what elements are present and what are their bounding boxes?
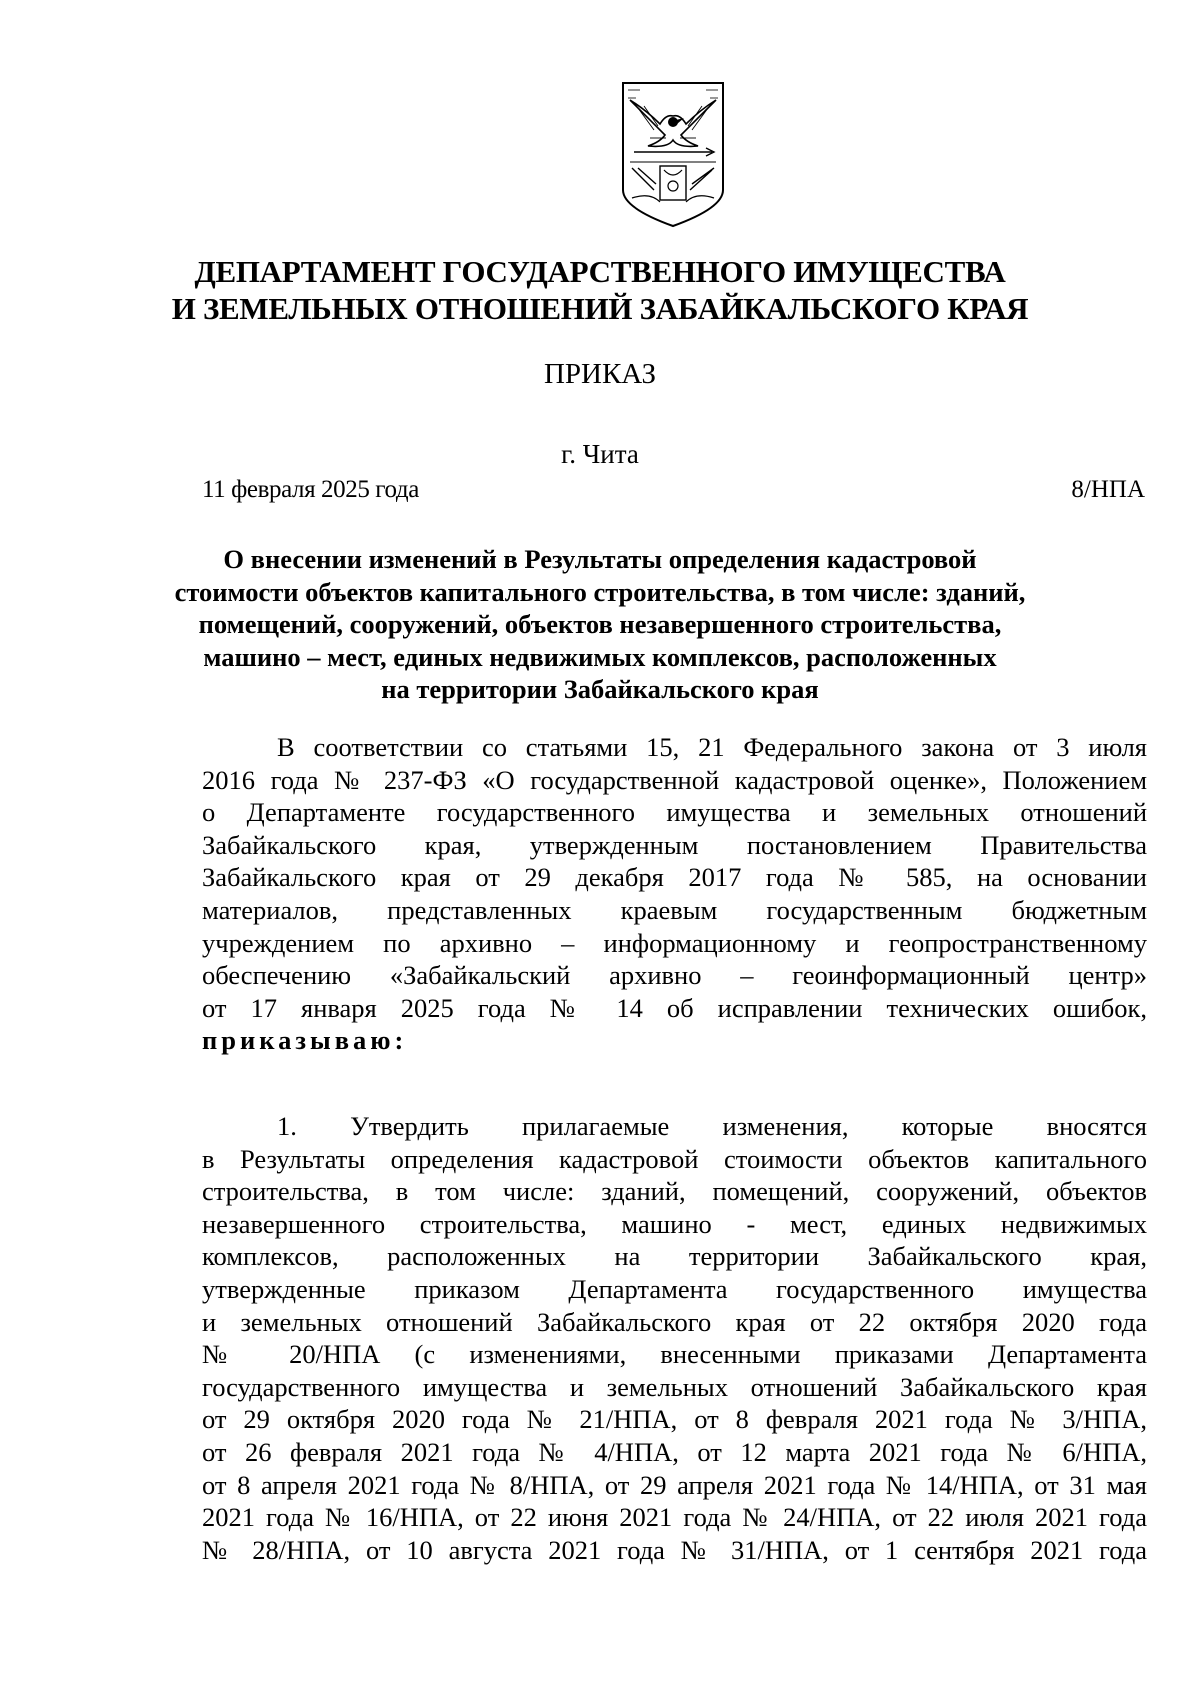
paragraph-line: утвержденные приказом Департамента государственного имущества bbox=[202, 1273, 1147, 1304]
paragraph-line: Забайкальского края, утвержденным постановлением Правительства bbox=[202, 829, 1147, 860]
subject-line: на территории Забайкальского края bbox=[381, 674, 819, 705]
document-date: 11 февраля 2025 года bbox=[202, 476, 419, 503]
department-title-line2: И ЗЕМЕЛЬНЫХ ОТНОШЕНИЙ ЗАБАЙКАЛЬСКОГО КРАЯ bbox=[171, 291, 1029, 326]
decree-word: приказываю: bbox=[202, 1025, 408, 1056]
paragraph-line: государственного имущества и земельных отношений Забайкальского края bbox=[202, 1371, 1147, 1402]
paragraph-line: В соответствии со статьями 15, 21 Федерального закона от 3 июля bbox=[277, 732, 1147, 762]
paragraph-line: и земельных отношений Забайкальского края от 22 октября 2020 года bbox=[202, 1306, 1147, 1337]
coat-of-arms-icon bbox=[620, 80, 726, 230]
paragraph-line: № 20/НПА (с изменениями, внесенными приказами Департамента bbox=[202, 1339, 1147, 1370]
paragraph-line: 2016 года № 237-ФЗ «О государственной кадастровой оценке», Положением bbox=[202, 764, 1147, 795]
paragraph-line: от 26 февраля 2021 года № 4/НПА, от 12 марта 2021 года № 6/НПА, bbox=[202, 1436, 1147, 1467]
paragraph-line: учреждением по архивно – информационному и геопространственному bbox=[202, 927, 1147, 958]
department-title bbox=[150, 253, 1050, 327]
paragraph-line: в Результаты определения кадастровой стоимости объектов капитального bbox=[202, 1143, 1147, 1174]
paragraph-line: незавершенного строительства, машино - мест, единых недвижимых bbox=[202, 1208, 1147, 1239]
paragraph-line: обеспечению «Забайкальский архивно – геоинформационный центр» bbox=[202, 960, 1147, 991]
document-subject bbox=[160, 543, 1040, 706]
paragraph-line: 1. Утвердить прилагаемые изменения, которые вносятся bbox=[277, 1111, 1147, 1141]
paragraph-line: 2021 года № 16/НПА, от 22 июня 2021 года № 24/НПА, от 22 июля 2021 года bbox=[202, 1502, 1147, 1533]
paragraph-line: строительства, в том числе: зданий, помещений, сооружений, объектов bbox=[202, 1176, 1147, 1207]
subject-line: машино – мест, единых недвижимых комплексов, расположенных bbox=[203, 641, 997, 672]
document-number: 8/НПА bbox=[1071, 476, 1145, 503]
subject-line: О внесении изменений в Результаты определения кадастровой bbox=[223, 544, 977, 574]
paragraph-line: от 8 апреля 2021 года № 8/НПА, от 29 апреля 2021 года № 14/НПА, от 31 мая bbox=[202, 1469, 1147, 1500]
department-title-line1: ДЕПАРТАМЕНТ ГОСУДАРСТВЕННОГО ИМУЩЕСТВА bbox=[194, 254, 1006, 289]
paragraph-line: комплексов, расположенных на территории Забайкальского края, bbox=[202, 1241, 1147, 1272]
document-type: ПРИКАЗ bbox=[543, 358, 657, 390]
paragraph-line: № 28/НПА, от 10 августа 2021 года № 31/НПА, от 1 сентября 2021 года bbox=[202, 1534, 1147, 1565]
paragraph-line: Забайкальского края от 29 декабря 2017 года № 585, на основании bbox=[202, 862, 1147, 893]
paragraph-line: от 29 октября 2020 года № 21/НПА, от 8 февраля 2021 года № 3/НПА, bbox=[202, 1404, 1147, 1435]
preamble-paragraph bbox=[202, 731, 1147, 1057]
paragraph-line: о Департаменте государственного имущества и земельных отношений bbox=[202, 797, 1147, 828]
paragraph-line: материалов, представленных краевым государственным бюджетным bbox=[202, 894, 1147, 925]
subject-line: помещений, сооружений, объектов незавершенного строительства, bbox=[198, 609, 1002, 640]
city: г. Чита bbox=[561, 439, 639, 469]
paragraph-line: от 17 января 2025 года № 14 об исправлении технических ошибок, bbox=[202, 992, 1147, 1023]
item-1-paragraph bbox=[202, 1110, 1147, 1566]
subject-line: стоимости объектов капитального строительства, в том числе: зданий, bbox=[174, 576, 1026, 607]
